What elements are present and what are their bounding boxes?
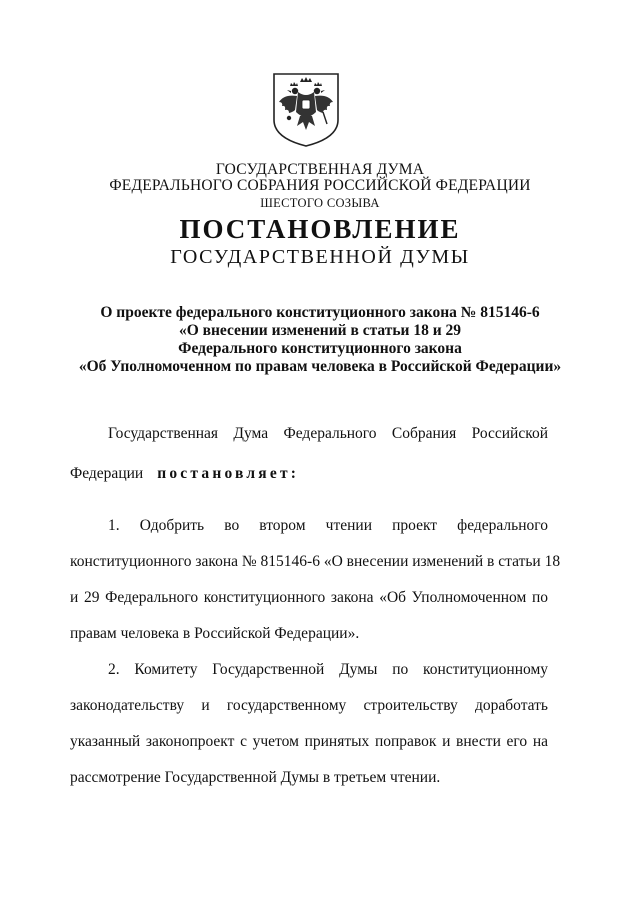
item-1-line-1: 1. Одобрить во втором чтении проект федерального: [108, 517, 548, 534]
document-type-subtitle: ГОСУДАРСТВЕННОЙ ДУМЫ: [170, 246, 470, 268]
item-2-line-3: указанный законопроект с учетом принятых поправок и внести его на: [70, 733, 548, 750]
convocation-line: ШЕСТОГО СОЗЫВА: [260, 196, 380, 210]
item-2-line-1: 2. Комитету Государственной Думы по конституционному: [108, 661, 548, 678]
subject-line-4: «Об Уполномоченном по правам человека в Российской Федерации»: [78, 358, 562, 375]
preamble-line-2: [70, 465, 548, 483]
document-type-title: ПОСТАНОВЛЕНИЕ: [179, 214, 461, 244]
preamble-verb: постановляет:: [157, 465, 300, 482]
subject-line-3: Федерального конституционного закона: [178, 340, 462, 357]
item-2-line-4: рассмотрение Государственной Думы в третьем чтении.: [70, 769, 441, 786]
subject-line-2: «О внесении изменений в статьи 18 и 29: [178, 322, 462, 339]
org-line-1: ГОСУДАРСТВЕННАЯ ДУМА: [215, 161, 425, 178]
org-line-2: ФЕДЕРАЛЬНОГО СОБРАНИЯ РОССИЙСКОЙ ФЕДЕРАЦИИ: [109, 177, 531, 194]
preamble-subject: Федерации: [70, 465, 144, 482]
item-2-line-2: законодательству и государственному строительству доработать: [70, 697, 548, 714]
coat-of-arms-icon: [270, 72, 342, 148]
subject-line-1: О проекте федерального конституционного закона № 815146-6: [100, 304, 540, 321]
item-1-line-3: и 29 Федерального конституционного закона «Об Уполномоченном по: [70, 589, 548, 606]
preamble-line-1: Государственная Дума Федерального Собрания Российской: [108, 425, 548, 442]
item-1-line-2: конституционного закона № 815146-6 «О внесении изменений в статьи 18: [70, 553, 561, 570]
item-1-line-4: правам человека в Российской Федерации».: [70, 625, 360, 642]
